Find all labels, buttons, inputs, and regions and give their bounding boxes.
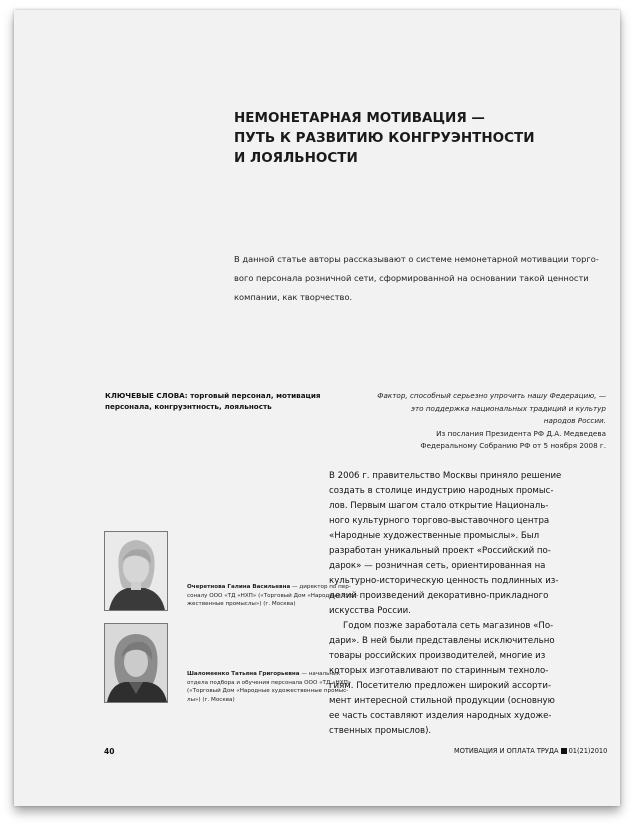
journal-footer bbox=[454, 747, 607, 755]
body-line: дари». В ней были представлены исключительно bbox=[329, 636, 555, 646]
body-line: создать в столице индустрию народных промыс- bbox=[329, 486, 554, 496]
portrait-image bbox=[105, 624, 167, 702]
author-role: жественные промыслы») (г. Москва) bbox=[187, 601, 296, 608]
body-line: «Народные художественные промыслы». Был bbox=[329, 531, 540, 541]
author-role: отдела подбора и обучения персонала ООО «ТД «НХП» bbox=[187, 679, 352, 686]
body-line: мент интересной стильной продукции (основную bbox=[329, 696, 555, 706]
body-line: которых изготавливают по старинным техноло- bbox=[329, 666, 549, 676]
portrait-image bbox=[105, 532, 167, 610]
epigraph-quote-line: Фактор, способный серьезно упрочить нашу Федерацию, — bbox=[377, 391, 606, 400]
epigraph bbox=[352, 390, 606, 453]
body-line: разработан уникальный проект «Российский по- bbox=[329, 546, 551, 556]
body-line: В 2006 г. правительство Москвы приняло решение bbox=[329, 471, 562, 481]
page-number: 40 bbox=[104, 747, 115, 756]
author-bio bbox=[187, 583, 359, 609]
lead-line: компании, как творчество. bbox=[234, 292, 353, 302]
epigraph-quote-line: это поддержка национальных традиций и культур bbox=[411, 403, 606, 413]
author-name: Шаломеенко Татьяна Григорьевна bbox=[187, 671, 300, 677]
body-line: гиям. Посетителю предложен широкий ассорти- bbox=[329, 681, 552, 691]
lead-line: вого персонала розничной сети, сформированной на основании такой ценности bbox=[234, 273, 589, 283]
title-line: ПУТЬ К РАЗВИТИЮ КОНГРУЭНТНОСТИ bbox=[234, 130, 535, 146]
author-bio bbox=[187, 670, 352, 704]
body-line: культурно-историческую ценность подлинных из- bbox=[329, 576, 559, 586]
body-line: лов. Первым шагом стало открытие Националь- bbox=[329, 501, 549, 511]
article-lead bbox=[234, 250, 604, 307]
body-line: дарок» — розничная сеть, ориентированная на bbox=[329, 561, 546, 571]
body-line: Годом позже заработала сеть магазинов «По- bbox=[343, 621, 554, 631]
title-line: И ЛОЯЛЬНОСТИ bbox=[234, 150, 358, 166]
epigraph-quote-line: народов России. bbox=[543, 416, 606, 425]
lead-line: В данной статье авторы рассказывают о системе немонетарной мотивации торго- bbox=[234, 254, 599, 264]
author-role: лы») (г. Москва) bbox=[187, 696, 235, 703]
body-line: делий произведений декоративно-прикладного bbox=[329, 591, 549, 601]
article-title bbox=[234, 108, 564, 168]
author-role: («Торговый Дом «Народные художественные промыс- bbox=[187, 688, 349, 695]
author-name: Очеретнова Галина Васильевна bbox=[187, 584, 291, 590]
article-body bbox=[329, 469, 609, 739]
square-separator-icon bbox=[561, 748, 567, 754]
magazine-page bbox=[14, 10, 620, 806]
journal-issue: 01(21)2010 bbox=[568, 747, 608, 755]
epigraph-source-line: Из послания Президента РФ Д.А. Медведева bbox=[436, 428, 606, 438]
keywords: КЛЮЧЕВЫЕ СЛОВА: торговый персонал, мотивация персонала, конгруэнтность, лояльность bbox=[105, 391, 321, 411]
body-line: товары российских производителей, многие из bbox=[329, 651, 546, 661]
author-role: соналу ООО «ТД «НХП» («Торговый Дом «Народные худо- bbox=[187, 592, 359, 599]
epigraph-source-line: Федеральному Собранию РФ от 5 ноября 2008 г. bbox=[420, 441, 606, 450]
journal-name: МОТИВАЦИЯ И ОПЛАТА ТРУДА bbox=[454, 747, 559, 755]
author-role: — начальник bbox=[301, 671, 341, 677]
body-line: искусства России. bbox=[329, 606, 411, 616]
body-line: ее часть составляют изделия народных художе- bbox=[329, 711, 552, 721]
body-line: ного культурного торгово-выставочного центра bbox=[329, 516, 550, 526]
title-line: НЕМОНЕТАРНАЯ МОТИВАЦИЯ — bbox=[234, 110, 485, 126]
author-photo bbox=[104, 623, 168, 703]
author-role: — директор по пер- bbox=[292, 584, 351, 590]
author-photo bbox=[104, 531, 168, 611]
body-line: ственных промыслов). bbox=[329, 726, 432, 736]
